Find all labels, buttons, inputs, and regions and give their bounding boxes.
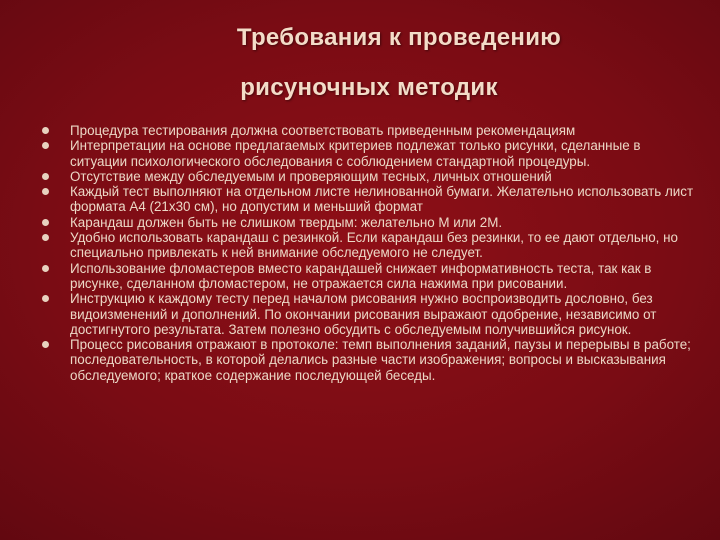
bullet-list <box>40 123 700 383</box>
list-item-text: Процесс рисования отражают в протоколе: темп выполнения заданий, паузы и перерывы в работе; последовательность, в которой делались разные части изображения; вопросы и высказывания обследуемого; краткое содержание последующей беседы. <box>70 337 691 383</box>
list-item <box>40 184 700 215</box>
list-item <box>40 169 700 184</box>
list-item <box>40 261 700 292</box>
list-item <box>40 215 700 230</box>
list-item-text: Интерпретации на основе предлагаемых критериев подлежат только рисунки, сделанные в ситуации психологического обследования с соблюдением стандартной процедуры. <box>70 138 641 169</box>
slide-title-line-1: Требования к проведению <box>236 24 562 51</box>
list-item-text: Использование фломастеров вместо карандашей снижает информативность теста, так как в рисунке, сделанном фломастером, не отражается сила нажима при рисовании. <box>70 260 652 291</box>
bullet-icon <box>42 295 49 302</box>
bullet-icon <box>42 142 49 149</box>
bullet-icon <box>42 127 49 134</box>
bullet-icon <box>42 188 49 195</box>
list-item <box>40 138 700 169</box>
bullet-icon <box>42 234 49 241</box>
list-item <box>40 123 700 138</box>
slide-title-line-2: рисуночных методик <box>240 74 498 101</box>
list-item-text: Инструкцию к каждому тесту перед началом рисования нужно воспроизводить дословно, без видоизменений и дополнений. По окончании рисования выражают одобрение, независимо от достигнутого результата. Затем полезно обсудить с обследуемым получившийся рисунок. <box>70 291 657 337</box>
bullet-icon <box>42 341 49 348</box>
bullet-icon <box>42 173 49 180</box>
list-item <box>40 230 700 261</box>
list-item-text: Каждый тест выполняют на отдельном листе нелинованной бумаги. Желательно использовать лист формата А4 (21х30 см), но допустим и меньший формат <box>70 184 694 215</box>
bullet-icon <box>42 219 49 226</box>
bullet-icon <box>42 265 49 272</box>
list-item-text: Отсутствие между обследуемым и проверяющим тесных, личных отношений <box>70 168 552 184</box>
list-item <box>40 337 700 383</box>
list-item-text: Карандаш должен быть не слишком твердым: желательно М или 2М. <box>70 214 503 230</box>
list-item-text: Процедура тестирования должна соответствовать приведенным рекомендациям <box>70 123 576 138</box>
list-item <box>40 291 700 337</box>
list-item-text: Удобно использовать карандаш с резинкой. Если карандаш без резинки, то ее дают отдельно, но специально привлекать к ней внимание обследуемого не следует. <box>70 230 678 261</box>
